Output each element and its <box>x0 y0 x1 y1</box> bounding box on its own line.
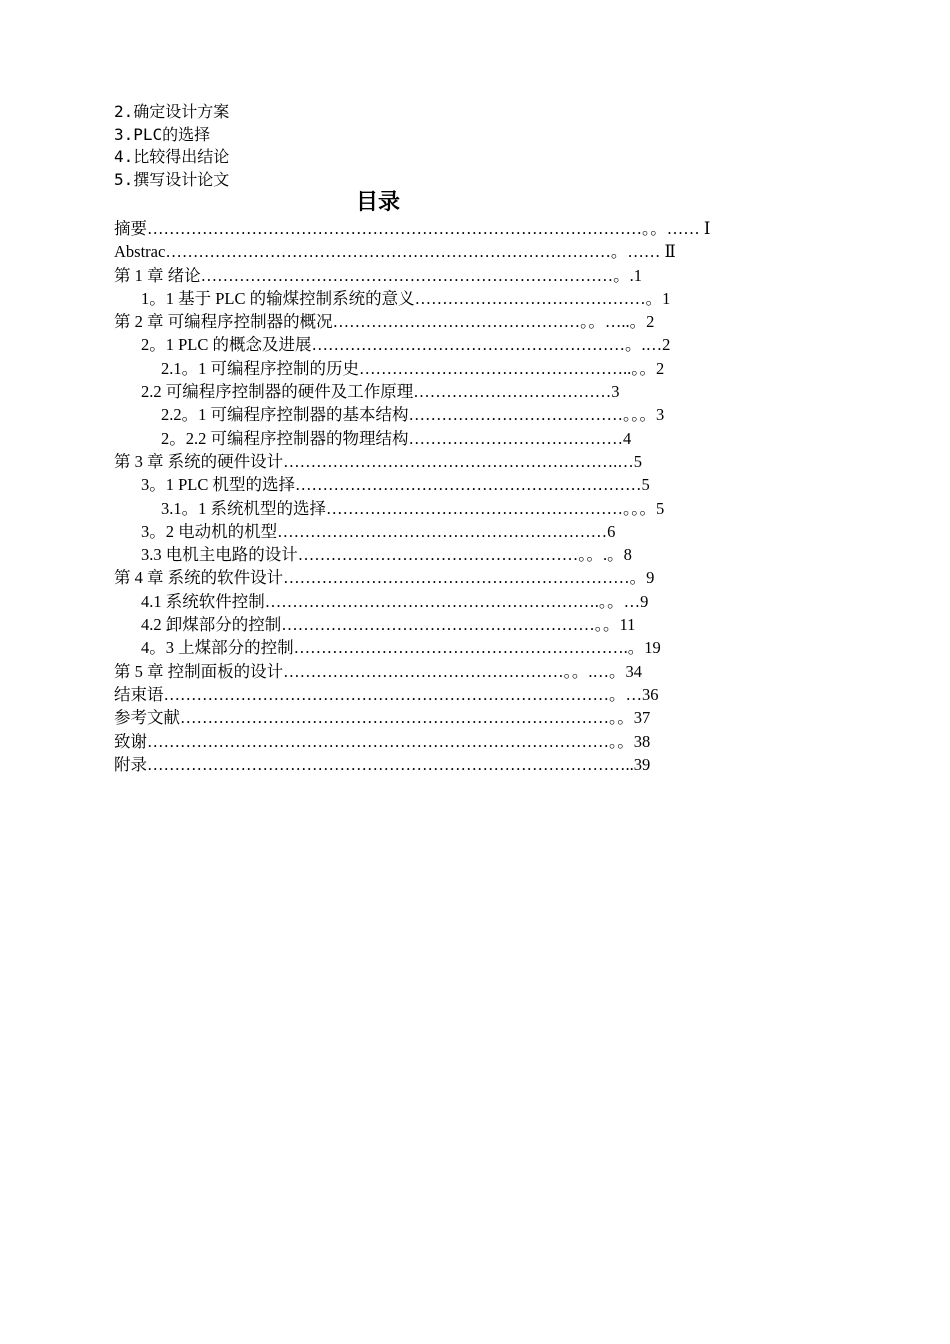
toc-entry[interactable]: 致谢…………………………………………………………………………。。38 <box>114 731 651 751</box>
toc-entry[interactable]: 3.3 电机主电路的设计……………………………………………。。.。8 <box>141 545 632 565</box>
toc-entry[interactable]: 第 5 章 控制面板的设计……………………………………………。。.…。34 <box>114 661 642 681</box>
toc-entry[interactable]: 4.2 卸煤部分的控制…………………………………………………。。11 <box>141 615 636 635</box>
toc-entry[interactable]: 第 3 章 系统的硬件设计…………………………………………………….…5 <box>114 451 642 471</box>
toc-entry[interactable]: 第 4 章 系统的软件设计………………………………………………………。9 <box>114 568 655 588</box>
toc-entry[interactable]: 结束语………………………………………………………………………。…36 <box>114 684 659 704</box>
toc-entry[interactable]: 第 1 章 绪论…………………………………………………………………。.1 <box>114 265 642 285</box>
table-of-contents <box>114 217 794 776</box>
toc-entry[interactable]: 2.2。1 可编程序控制器的基本结构…………………………………。。。3 <box>161 405 665 425</box>
toc-entry[interactable]: 第 2 章 可编程序控制器的概况………………………………………。。…..。2 <box>114 312 655 332</box>
toc-entry[interactable]: 4.1 系统软件控制…………………………………………………….。。…9 <box>141 591 649 611</box>
toc-entry[interactable]: Abstrac………………………………………………………………………。…… Ⅱ <box>114 242 676 262</box>
toc-entry[interactable]: 参考文献……………………………………………………………………。。37 <box>114 708 651 728</box>
step-item: 3.PLC的选择 <box>114 124 211 144</box>
toc-entry[interactable]: 2.2 可编程序控制器的硬件及工作原理………………………………3 <box>141 382 620 402</box>
toc-entry[interactable]: 摘要………………………………………………………………………………。。…… Ⅰ <box>114 219 711 238</box>
toc-entry[interactable]: 附录……………………………………………………………………………..39 <box>114 754 651 774</box>
design-steps-list <box>114 101 229 191</box>
step-item: 2.确定设计方案 <box>114 102 230 121</box>
step-item: 5.撰写设计论文 <box>114 169 230 189</box>
toc-entry[interactable]: 1。1 基于 PLC 的输煤控制系统的意义……………………………………。1 <box>141 288 671 308</box>
toc-entry[interactable]: 3。2 电动机的机型……………………………………………………6 <box>141 521 616 541</box>
step-item: 4.比较得出结论 <box>114 147 230 166</box>
toc-entry[interactable]: 4。3 上煤部分的控制…………………………………………………….。19 <box>141 638 661 658</box>
toc-entry[interactable]: 3.1。1 系统机型的选择………………………………………………。。。5 <box>161 498 665 518</box>
toc-title: 目录 <box>356 190 401 215</box>
toc-entry[interactable]: 3。1 PLC 机型的选择………………………………………………………5 <box>141 475 650 495</box>
toc-entry[interactable]: 2。1 PLC 的概念及进展…………………………………………………。.…2 <box>141 335 671 355</box>
toc-entry[interactable]: 2.1。1 可编程序控制的历史…………………………………………..。。2 <box>161 358 665 378</box>
toc-entry[interactable]: 2。2.2 可编程序控制器的物理结构…………………………………4 <box>161 428 632 448</box>
